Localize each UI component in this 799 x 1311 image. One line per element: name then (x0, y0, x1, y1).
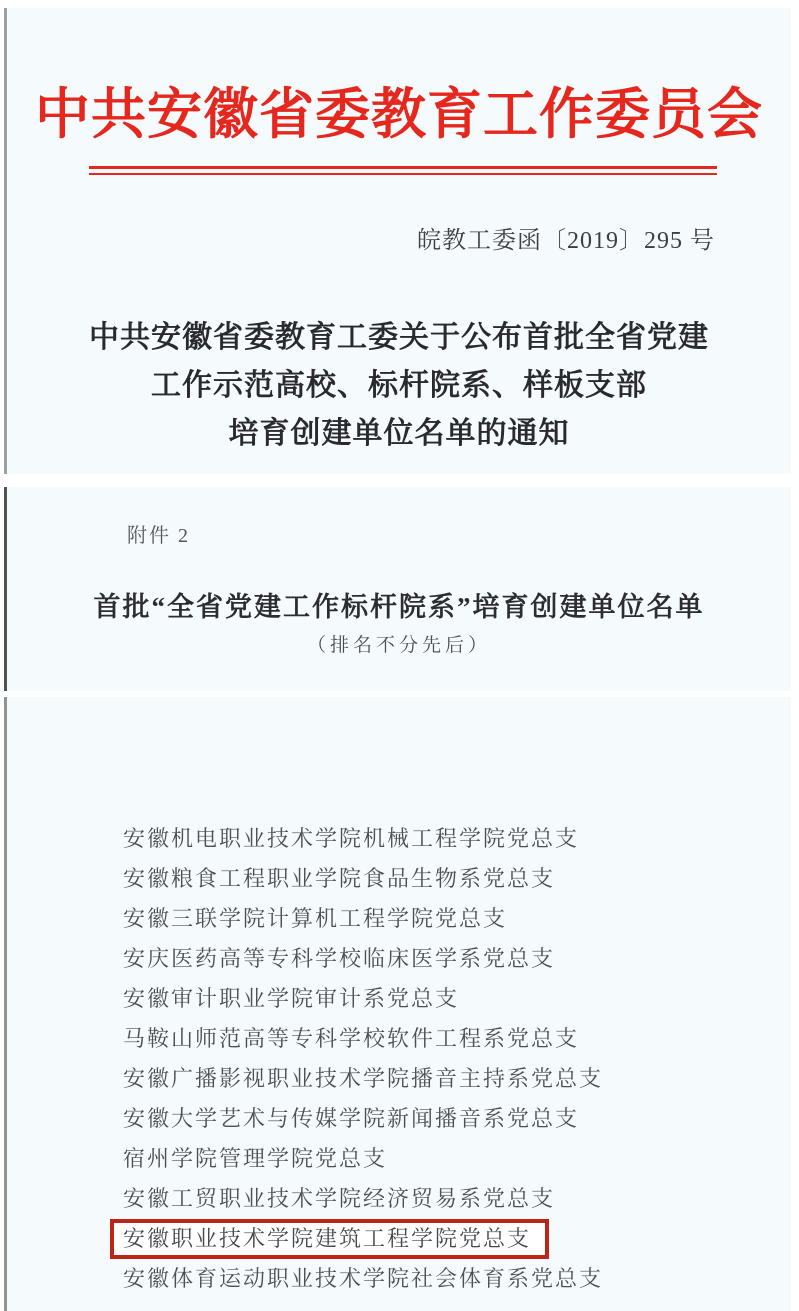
attachment-list-subtitle: （排名不分先后） (306, 635, 491, 656)
scan-page-list-section (4, 697, 791, 1311)
notice-title-line-1: 中共安徽省委教育工委关于公布首批全省党建 (89, 321, 709, 354)
unit-list (7, 819, 791, 1299)
list-item: 安徽大学艺术与传媒学院新闻播音系党总支 (123, 1106, 580, 1131)
attachment-label: 附件 2 (127, 525, 190, 547)
list-item: 安徽广播影视职业技术学院播音主持系党总支 (123, 1066, 604, 1091)
list-item: 马鞍山师范高等专科学校软件工程系党总支 (123, 1026, 580, 1051)
scan-page-attachment-section (4, 487, 791, 691)
list-item: 安徽体育运动职业技术学院社会体育系党总支 (123, 1266, 604, 1291)
scan-page-header-section (4, 8, 791, 474)
document-number: 皖教工委函〔2019〕295 号 (417, 228, 715, 254)
notice-title (7, 314, 791, 458)
list-item: 安徽粮食工程职业学院食品生物系党总支 (123, 866, 556, 891)
issuing-org-title: 中共安徽省委教育工作委员会 (34, 84, 763, 145)
list-item: 安庆医药高等专科学校临床医学系党总支 (123, 946, 556, 971)
notice-title-line-2: 工作示范高校、标杆院系、样板支部 (151, 369, 647, 402)
list-item: 安徽机电职业技术学院机械工程学院党总支 (123, 826, 580, 851)
list-item-highlighted (123, 1219, 791, 1259)
list-item: 安徽三联学院计算机工程学院党总支 (123, 906, 508, 931)
list-item: 宿州学院管理学院党总支 (123, 1146, 388, 1171)
notice-title-line-3: 培育创建单位名单的通知 (228, 417, 570, 450)
list-item: 安徽工贸职业技术学院经济贸易系党总支 (123, 1186, 556, 1211)
list-item: 安徽审计职业学院审计系党总支 (123, 986, 460, 1011)
attachment-list-title: 首批“全省党建工作标杆院系”培育创建单位名单 (93, 592, 705, 622)
red-divider-rule (89, 166, 717, 175)
red-highlight-box: 安徽职业技术学院建筑工程学院党总支 (110, 1219, 549, 1259)
